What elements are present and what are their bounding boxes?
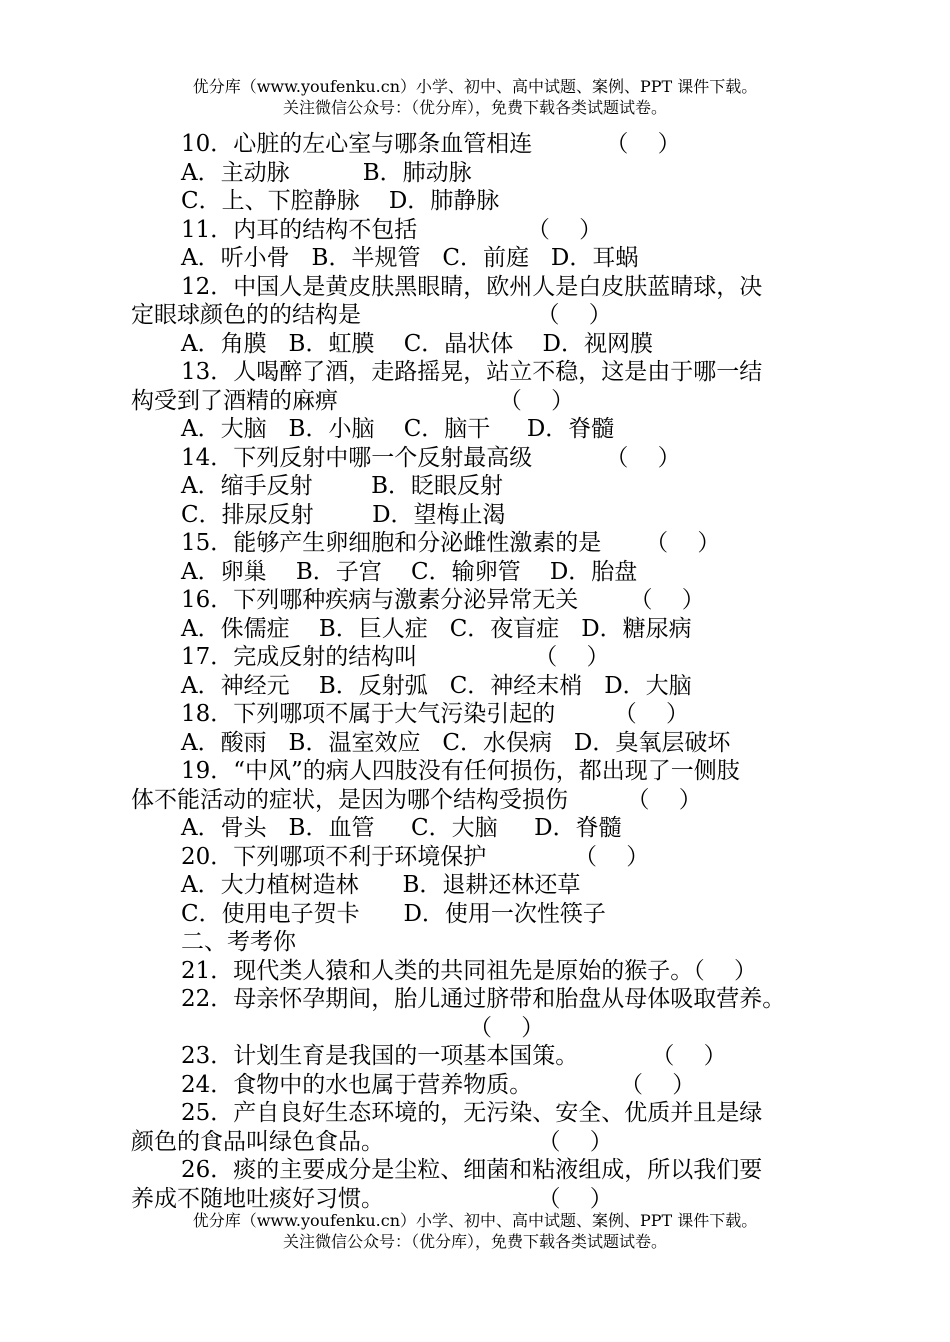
q20-stem: 20．下列哪项不利于环境保护 （ ）: [181, 843, 650, 870]
q23: 23．计划生育是我国的一项基本国策。 （ ）: [181, 1043, 727, 1069]
q26-line-1: 26．痰的主要成分是尘粒、细菌和粘液组成，所以我们要: [181, 1157, 763, 1183]
q17-options: A．神经元 B．反射弧 C．神经末梢 D．大脑: [181, 672, 692, 699]
q10-options-2: C．上、下腔静脉 D．肺静脉: [181, 188, 500, 214]
q14-stem: 14．下列反射中哪一个反射最高级 （ ）: [181, 444, 681, 471]
section-heading: 二、考考你: [181, 929, 296, 955]
q18-stem: 18．下列哪项不属于大气污染引起的 （ ）: [181, 701, 689, 727]
footer-line-1: 优分库（www.youfenku.cn）小学、初中、高中试题、案例、PPT 课件下载。: [192, 1211, 758, 1230]
q12-stem-1: 12．中国人是黄皮肤黑眼睛，欧州人是白皮肤蓝睛球，决: [181, 273, 763, 300]
q10-stem: 10．心脏的左心室与哪条血管相连 （ ）: [181, 131, 681, 157]
q10-options-1: A．主动脉 B．肺动脉: [181, 159, 472, 186]
q21: 21．现代类人猿和人类的共同祖先是原始的猴子。（ ）: [181, 957, 758, 984]
page-header: [0, 76, 950, 118]
q14-options-2: C．排尿反射 D．望梅止渴: [181, 501, 506, 528]
q25-line-2: 颜色的食品叫绿色食品。 （ ）: [131, 1128, 613, 1155]
q20-options-2: C．使用电子贺卡 D．使用一次性筷子: [181, 900, 606, 927]
q19-stem-1: 19．“中风”的病人四肢没有任何损伤，都出现了一侧肢: [181, 758, 740, 784]
q20-options-1: A．大力植树造林 B．退耕还林还草: [181, 872, 581, 898]
q11-stem: 11．内耳的结构不包括 （ ）: [181, 216, 603, 243]
q12-stem-2: 定眼球颜色的的结构是 （ ）: [131, 302, 612, 328]
q19-options: A．骨头 B．血管 C．大脑 D．脊髓: [181, 815, 622, 841]
q16-stem: 16．下列哪种疾病与激素分泌异常无关 （ ）: [181, 587, 705, 613]
footer-line-2: 关注微信公众号：（优分库），免费下载各类试题试卷。: [282, 1232, 667, 1251]
q22-line-2: （ ）: [469, 1014, 545, 1041]
q17-stem: 17．完成反射的结构叫 （ ）: [181, 644, 610, 670]
q15-options: A．卵巢 B．子宫 C．输卵管 D．胎盘: [181, 558, 638, 585]
q13-options: A．大脑 B．小脑 C．脑干 D．脊髓: [181, 416, 615, 442]
q12-options: A．角膜 B．虹膜 C．晶状体 D．视网膜: [181, 330, 653, 357]
header-line-1: 优分库（www.youfenku.cn）小学、初中、高中试题、案例、PPT 课件下载。: [192, 77, 758, 96]
q19-stem-2: 体不能活动的症状，是因为哪个结构受损伤 （ ）: [131, 786, 702, 813]
question-list: [131, 130, 831, 1213]
q22-line-1: 22．母亲怀孕期间，胎儿通过脐带和胎盘从母体吸取营养。: [181, 986, 786, 1012]
q15-stem: 15．能够产生卵细胞和分泌雌性激素的是 （ ）: [181, 530, 721, 556]
q13-stem-1: 13．人喝醉了酒，走路摇晃，站立不稳，这是由于哪一结: [181, 359, 763, 385]
q11-options: A．听小骨 B．半规管 C．前庭 D．耳蜗: [181, 245, 639, 271]
q14-options-1: A．缩手反射 B．眨眼反射: [181, 473, 503, 499]
q16-options: A．侏儒症 B．巨人症 C．夜盲症 D．糖尿病: [181, 615, 692, 642]
q25-line-1: 25．产自良好生态环境的，无污染、安全、优质并且是绿: [181, 1100, 763, 1126]
page-footer: [0, 1210, 950, 1252]
q24: 24．食物中的水也属于营养物质。 （ ）: [181, 1071, 696, 1098]
q13-stem-2: 构受到了酒精的麻痹 （ ）: [131, 387, 575, 414]
q18-options: A．酸雨 B．温室效应 C．水俣病 D．臭氧层破坏: [181, 729, 731, 756]
header-line-2: 关注微信公众号：（优分库），免费下载各类试题试卷。: [282, 98, 667, 117]
q26-line-2: 养成不随地吐痰好习惯。 （ ）: [131, 1185, 613, 1212]
